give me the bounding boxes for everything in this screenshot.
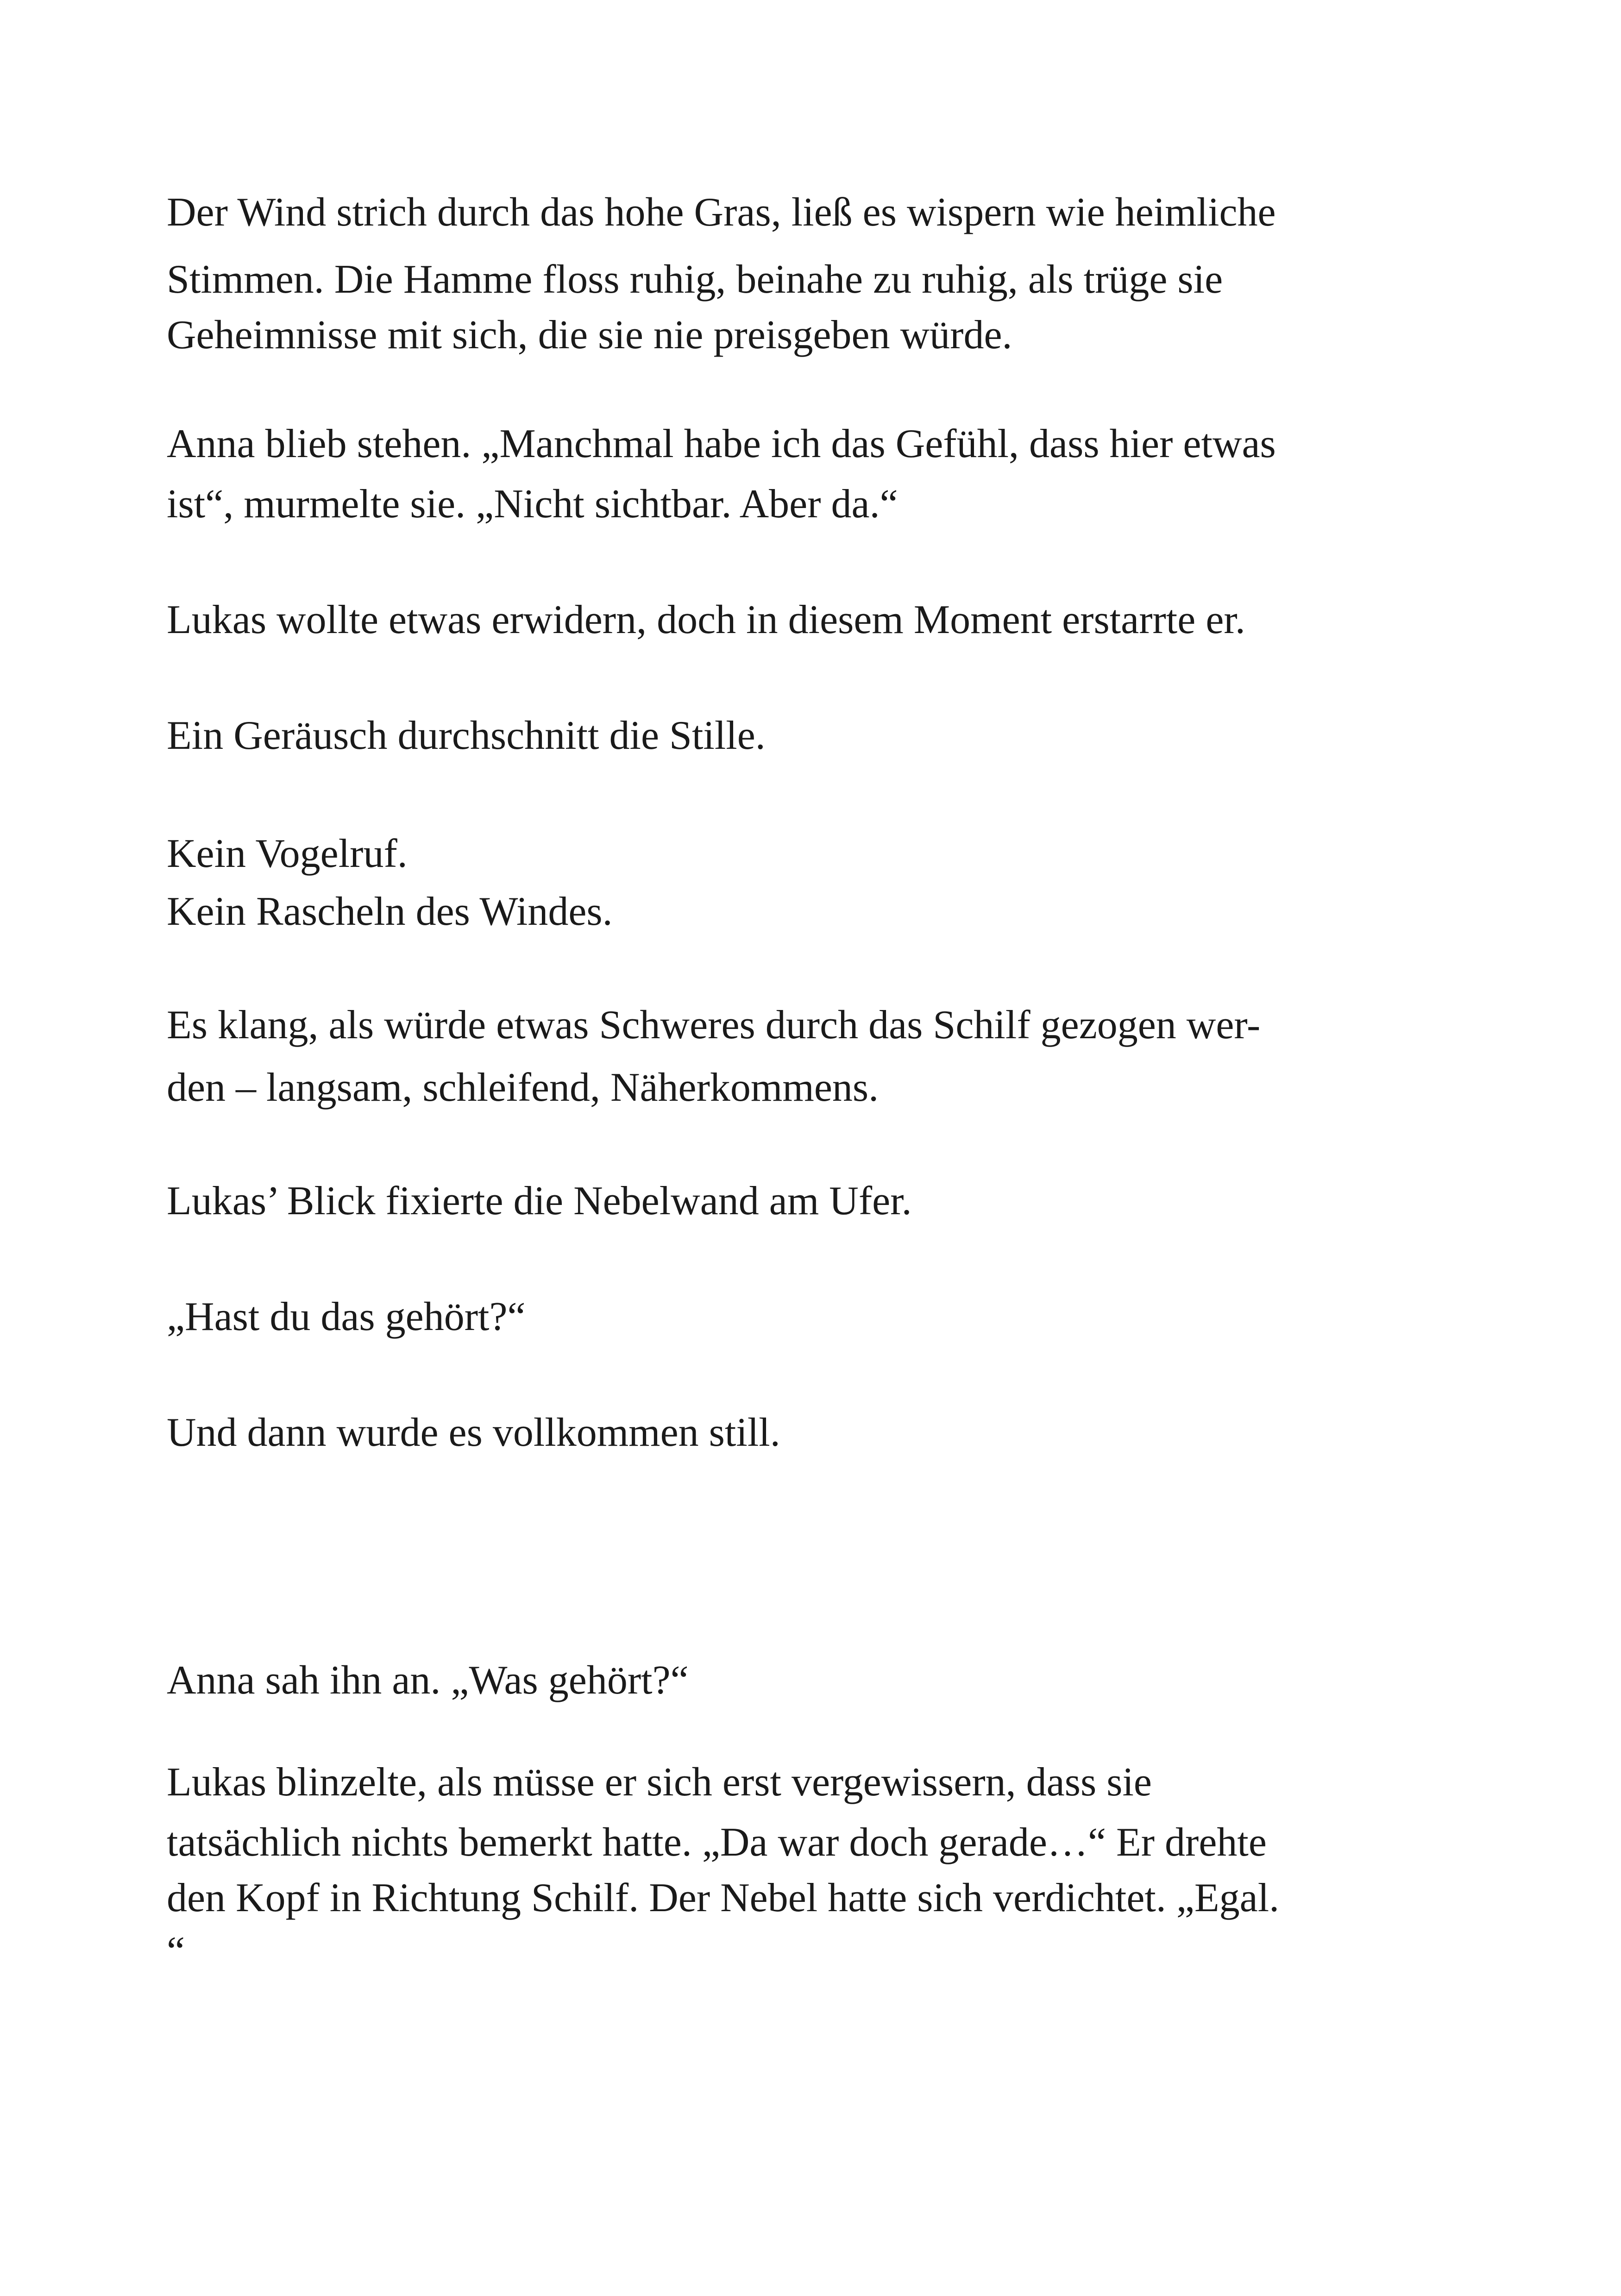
paragraph-1-line-1: Der Wind strich durch das hohe Gras, ließ es wispern wie heimliche bbox=[167, 190, 1276, 235]
paragraph-11-line-2: tatsächlich nichts bemerkt hatte. „Da war doch gerade…“ Er drehte bbox=[167, 1820, 1267, 1865]
paragraph-1-line-2: Stimmen. Die Hamme floss ruhig, beinahe zu ruhig, als trüge sie bbox=[167, 257, 1223, 302]
paragraph-5-line-2: Kein Rascheln des Windes. bbox=[167, 889, 613, 934]
paragraph-10-line-1: Anna sah ihn an. „Was gehört?“ bbox=[167, 1658, 689, 1703]
paragraph-11-line-1: Lukas blinzelte, als müsse er sich erst vergewissern, dass sie bbox=[167, 1760, 1152, 1805]
paragraph-1-line-3: Geheimnisse mit sich, die sie nie preisgeben würde. bbox=[167, 313, 1012, 358]
paragraph-9-line-1: Und dann wurde es vollkommen still. bbox=[167, 1410, 780, 1455]
paragraph-11-line-4: “ bbox=[167, 1929, 185, 1974]
paragraph-11-line-3: den Kopf in Richtung Schilf. Der Nebel hatte sich verdichtet. „Egal. bbox=[167, 1876, 1280, 1920]
paragraph-2-line-1: Anna blieb stehen. „Manchmal habe ich das Gefühl, dass hier etwas bbox=[167, 421, 1276, 466]
paragraph-5-line-1: Kein Vogelruf. bbox=[167, 831, 408, 876]
paragraph-6-line-1: Es klang, als würde etwas Schweres durch das Schilf gezogen wer- bbox=[167, 1003, 1261, 1048]
paragraph-3-line-1: Lukas wollte etwas erwidern, doch in diesem Moment erstarrte er. bbox=[167, 597, 1245, 642]
paragraph-8-line-1: „Hast du das gehört?“ bbox=[167, 1294, 526, 1339]
paragraph-4-line-1: Ein Geräusch durchschnitt die Stille. bbox=[167, 713, 766, 758]
paragraph-7-line-1: Lukas’ Blick fixierte die Nebelwand am Ufer. bbox=[167, 1179, 912, 1223]
paragraph-6-line-2: den – langsam, schleifend, Näherkommens. bbox=[167, 1065, 879, 1110]
paragraph-2-line-2: ist“, murmelte sie. „Nicht sichtbar. Aber da.“ bbox=[167, 482, 898, 527]
